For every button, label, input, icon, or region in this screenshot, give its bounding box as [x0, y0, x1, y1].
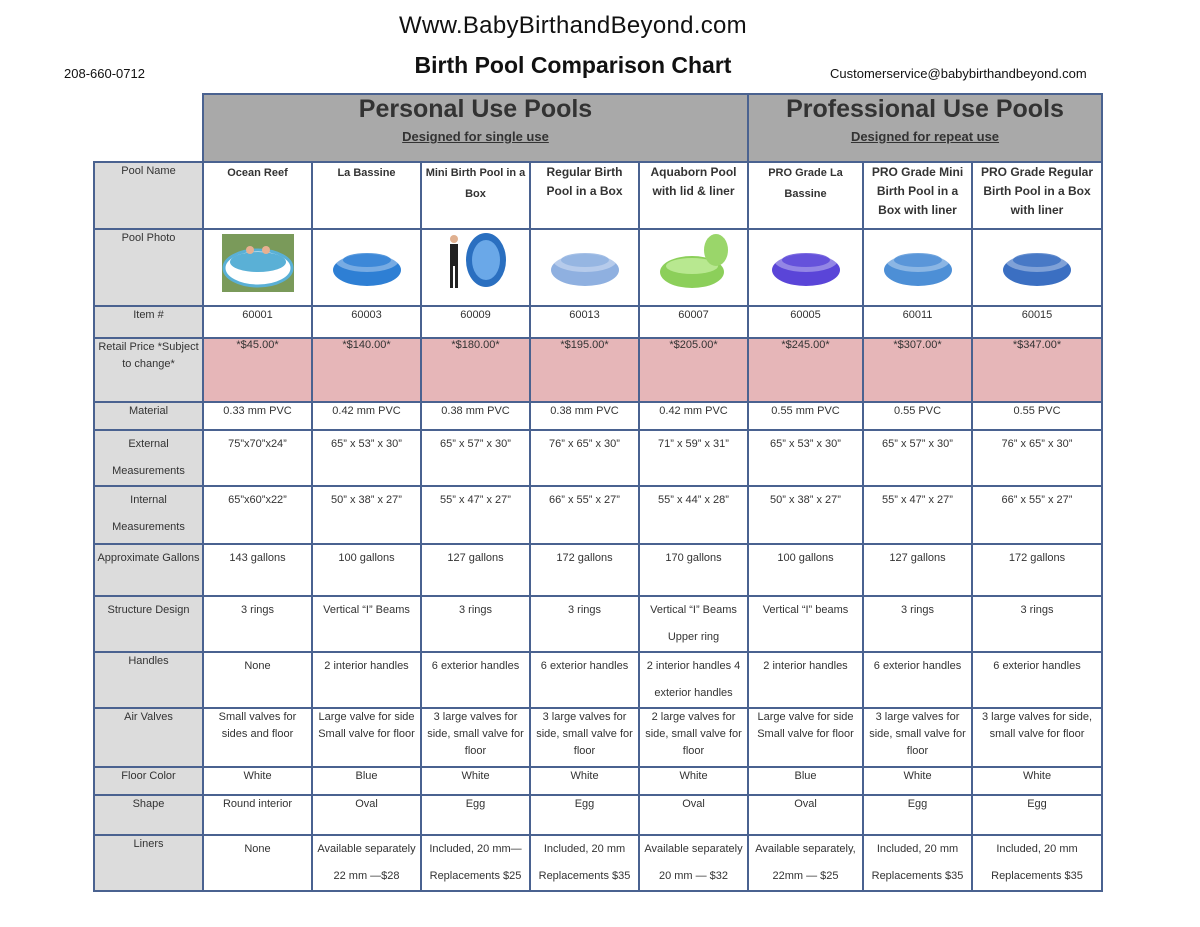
- cell-valves: Small valves for sides and floor: [203, 708, 312, 767]
- cell-material: 0.55 PVC: [863, 402, 972, 430]
- cell-internal: 55” x 47” x 27”: [863, 486, 972, 544]
- cell-price: *$140.00*: [312, 338, 421, 402]
- cell-external: 65” x 57” x 30”: [863, 430, 972, 486]
- cell-floor: Blue: [748, 767, 863, 795]
- table-row: [94, 162, 1102, 229]
- cell-handles: 2 interior handles: [748, 652, 863, 708]
- cell-shape: Egg: [972, 795, 1102, 835]
- cell-liners: None: [203, 835, 312, 891]
- row-label-item: Item #: [94, 306, 203, 338]
- cell-material: 0.42 mm PVC: [312, 402, 421, 430]
- cell-price: *$245.00*: [748, 338, 863, 402]
- cell-floor: Blue: [312, 767, 421, 795]
- cell-gallons: 100 gallons: [748, 544, 863, 596]
- photo-shape: [246, 246, 254, 254]
- cell-photo: [530, 229, 639, 306]
- photo-shape: [455, 266, 458, 288]
- cell-structure: 3 rings: [421, 596, 530, 652]
- cell-item: 60011: [863, 306, 972, 338]
- cell-item: 60003: [312, 306, 421, 338]
- table-row: [94, 430, 1102, 486]
- cell-structure: Vertical “I” Beams: [312, 596, 421, 652]
- cell-external: 65” x 57” x 30”: [421, 430, 530, 486]
- cell-price: *$195.00*: [530, 338, 639, 402]
- row-label-shape: Shape: [94, 795, 203, 835]
- row-label-structure: Structure Design: [94, 596, 203, 652]
- cell-floor: White: [421, 767, 530, 795]
- cell-photo: [639, 229, 748, 306]
- table-row: [94, 402, 1102, 430]
- photo-shape: [472, 240, 500, 280]
- cell-liners: Available separately 22 mm —$28: [312, 835, 421, 891]
- cell-material: 0.55 mm PVC: [748, 402, 863, 430]
- cell-valves: Large valve for side Small valve for floor: [748, 708, 863, 767]
- cell-photo: [863, 229, 972, 306]
- cell-valves: 3 large valves for side, small valve for floor: [972, 708, 1102, 767]
- cell-liners: Available separately 20 mm — $32: [639, 835, 748, 891]
- cell-valves: 3 large valves for side, small valve for floor: [530, 708, 639, 767]
- pro-la-bassine-photo: [766, 230, 846, 294]
- la-bassine-pool-photo: [327, 230, 407, 294]
- document-title: Birth Pool Comparison Chart: [414, 52, 732, 78]
- cell-shape: Round interior: [203, 795, 312, 835]
- pro-regular-birth-pool-photo: [997, 230, 1077, 294]
- professional-use-title: Professional Use Pools: [786, 95, 1064, 123]
- cell-price: *$307.00*: [863, 338, 972, 402]
- cell-structure: 3 rings: [972, 596, 1102, 652]
- cell-item: 60007: [639, 306, 748, 338]
- cell-gallons: 127 gallons: [863, 544, 972, 596]
- personal-use-title: Personal Use Pools: [358, 95, 593, 123]
- table-row: [94, 596, 1102, 652]
- cell-external: 76” x 65” x 30”: [530, 430, 639, 486]
- row-label-photo: Pool Photo: [94, 229, 203, 306]
- photo-shape: [894, 253, 942, 267]
- cell-item: 60013: [530, 306, 639, 338]
- cell-name: Mini Birth Pool in a Box: [421, 162, 530, 229]
- cell-name: PRO Grade La Bassine: [748, 162, 863, 229]
- table-row: [94, 708, 1102, 767]
- cell-photo: [312, 229, 421, 306]
- cell-structure: Vertical “I” beams: [748, 596, 863, 652]
- photo-shape: [1013, 253, 1061, 267]
- cell-internal: 66” x 55” x 27”: [530, 486, 639, 544]
- cell-gallons: 170 gallons: [639, 544, 748, 596]
- cell-valves: 3 large valves for side, small valve for floor: [863, 708, 972, 767]
- ocean-reef-pool-photo: [218, 230, 298, 294]
- photo-shape: [450, 244, 458, 266]
- row-label-floor: Floor Color: [94, 767, 203, 795]
- cell-photo: [748, 229, 863, 306]
- cell-handles: 6 exterior handles: [530, 652, 639, 708]
- cell-shape: Oval: [639, 795, 748, 835]
- cell-item: 60009: [421, 306, 530, 338]
- cell-internal: 55” x 47” x 27”: [421, 486, 530, 544]
- cell-liners: Included, 20 mm— Replacements $25: [421, 835, 530, 891]
- cell-shape: Egg: [863, 795, 972, 835]
- cell-floor: White: [639, 767, 748, 795]
- row-label-gallons: Approximate Gallons: [94, 544, 203, 596]
- photo-shape: [704, 234, 728, 266]
- cell-gallons: 143 gallons: [203, 544, 312, 596]
- cell-price: *$180.00*: [421, 338, 530, 402]
- table-row: [94, 338, 1102, 402]
- cell-photo: [203, 229, 312, 306]
- cell-item: 60015: [972, 306, 1102, 338]
- cell-liners: Available separately, 22mm — $25: [748, 835, 863, 891]
- cell-name: La Bassine: [312, 162, 421, 229]
- photo-shape: [450, 235, 458, 243]
- cell-shape: Egg: [530, 795, 639, 835]
- personal-use-header: [203, 94, 748, 162]
- cell-liners: Included, 20 mm Replacements $35: [863, 835, 972, 891]
- table-row: [94, 652, 1102, 708]
- cell-internal: 50” x 38” x 27”: [312, 486, 421, 544]
- cell-gallons: 127 gallons: [421, 544, 530, 596]
- table-row: [94, 486, 1102, 544]
- cell-floor: White: [972, 767, 1102, 795]
- cell-name: Regular Birth Pool in a Box: [530, 162, 639, 229]
- cell-price: *$205.00*: [639, 338, 748, 402]
- photo-shape: [343, 253, 391, 267]
- aquaborn-pool-photo: [654, 230, 734, 294]
- cell-shape: Oval: [748, 795, 863, 835]
- cell-internal: 55” x 44” x 28”: [639, 486, 748, 544]
- cell-structure: 3 rings: [530, 596, 639, 652]
- cell-gallons: 100 gallons: [312, 544, 421, 596]
- cell-structure: Vertical “I” Beams Upper ring: [639, 596, 748, 652]
- cell-floor: White: [530, 767, 639, 795]
- cell-liners: Included, 20 mm Replacements $35: [972, 835, 1102, 891]
- professional-use-subtitle[interactable]: Designed for repeat use: [850, 129, 1000, 144]
- photo-shape: [230, 252, 286, 272]
- cell-external: 76” x 65” x 30”: [972, 430, 1102, 486]
- cell-handles: 2 interior handles: [312, 652, 421, 708]
- cell-handles: 6 exterior handles: [972, 652, 1102, 708]
- cell-photo: [972, 229, 1102, 306]
- cell-gallons: 172 gallons: [530, 544, 639, 596]
- cell-material: 0.55 PVC: [972, 402, 1102, 430]
- comparison-table: [93, 93, 1103, 892]
- cell-name: PRO Grade Regular Birth Pool in a Box with liner: [972, 162, 1102, 229]
- cell-handles: 6 exterior handles: [863, 652, 972, 708]
- cell-handles: None: [203, 652, 312, 708]
- cell-external: 75”x70”x24”: [203, 430, 312, 486]
- cell-photo: [421, 229, 530, 306]
- photo-shape: [450, 266, 453, 288]
- cell-material: 0.38 mm PVC: [421, 402, 530, 430]
- cell-name: Ocean Reef: [203, 162, 312, 229]
- cell-material: 0.38 mm PVC: [530, 402, 639, 430]
- cell-handles: 6 exterior handles: [421, 652, 530, 708]
- photo-shape: [561, 253, 609, 267]
- row-label-external: External Measurements: [94, 430, 203, 486]
- cell-gallons: 172 gallons: [972, 544, 1102, 596]
- cell-price: *$347.00*: [972, 338, 1102, 402]
- cell-external: 71” x 59” x 31”: [639, 430, 748, 486]
- cell-shape: Egg: [421, 795, 530, 835]
- row-label-internal: Internal Measurements: [94, 486, 203, 544]
- cell-internal: 65”x60”x22”: [203, 486, 312, 544]
- cell-liners: Included, 20 mm Replacements $35: [530, 835, 639, 891]
- cell-valves: Large valve for side Small valve for floor: [312, 708, 421, 767]
- pro-mini-birth-pool-photo: [878, 230, 958, 294]
- cell-external: 65” x 53” x 30”: [312, 430, 421, 486]
- row-label-valves: Air Valves: [94, 708, 203, 767]
- cell-structure: 3 rings: [203, 596, 312, 652]
- corner-cell: [94, 94, 203, 162]
- cell-handles: 2 interior handles 4 exterior handles: [639, 652, 748, 708]
- email-address[interactable]: Customerservice@babybirthandbeyond.com: [830, 66, 1087, 81]
- table-row: [94, 835, 1102, 891]
- table-row: [94, 306, 1102, 338]
- mini-birth-pool-photo: [436, 230, 516, 294]
- cell-floor: White: [863, 767, 972, 795]
- phone-number: 208-660-0712: [64, 66, 145, 81]
- cell-floor: White: [203, 767, 312, 795]
- regular-birth-pool-photo: [545, 230, 625, 294]
- site-url[interactable]: Www.BabyBirthandBeyond.com: [399, 12, 747, 39]
- cell-name: PRO Grade Mini Birth Pool in a Box with liner: [863, 162, 972, 229]
- photo-shape: [262, 246, 270, 254]
- cell-internal: 50” x 38” x 27”: [748, 486, 863, 544]
- cell-valves: 3 large valves for side, small valve for floor: [421, 708, 530, 767]
- cell-item: 60005: [748, 306, 863, 338]
- row-label-price: Retail Price *Subject to change*: [94, 338, 203, 402]
- cell-internal: 66” x 55” x 27”: [972, 486, 1102, 544]
- personal-use-subtitle[interactable]: Designed for single use: [402, 129, 549, 144]
- cell-external: 65” x 53” x 30”: [748, 430, 863, 486]
- professional-use-header: [748, 94, 1102, 162]
- row-label-liners: Liners: [94, 835, 203, 891]
- photo-shape: [782, 253, 830, 267]
- table-row: [94, 544, 1102, 596]
- cell-item: 60001: [203, 306, 312, 338]
- cell-shape: Oval: [312, 795, 421, 835]
- table-row: [94, 795, 1102, 835]
- cell-material: 0.42 mm PVC: [639, 402, 748, 430]
- cell-material: 0.33 mm PVC: [203, 402, 312, 430]
- cell-structure: 3 rings: [863, 596, 972, 652]
- table-row: [94, 767, 1102, 795]
- table-row: [94, 229, 1102, 306]
- row-label-material: Material: [94, 402, 203, 430]
- cell-name: Aquaborn Pool with lid & liner: [639, 162, 748, 229]
- row-label-handles: Handles: [94, 652, 203, 708]
- cell-valves: 2 large valves for side, small valve for floor: [639, 708, 748, 767]
- cell-price: *$45.00*: [203, 338, 312, 402]
- row-label-name: Pool Name: [94, 162, 203, 229]
